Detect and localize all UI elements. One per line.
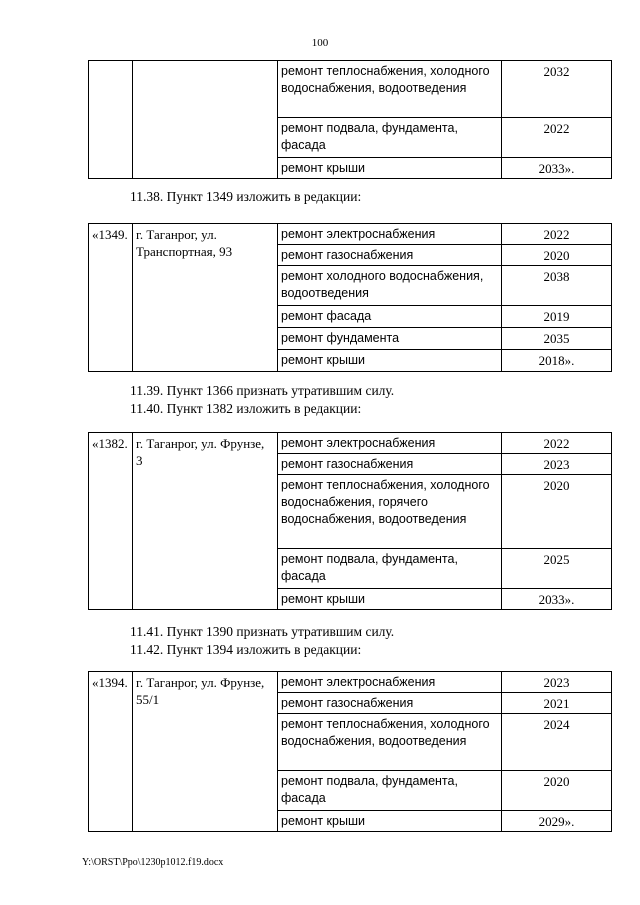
work-cell: ремонт фундамента [278,328,502,350]
paragraph-11-38: 11.38. Пункт 1349 изложить в редакции: [130,189,362,204]
year-cell: 2020 [502,771,612,811]
year-cell: 2019 [502,306,612,328]
year-cell: 2022 [502,224,612,245]
item-number-cell: «1382. [89,433,133,610]
work-cell: ремонт газоснабжения [278,245,502,266]
table-row [89,224,612,245]
table-item-1382 [88,432,612,610]
year-cell: 2038 [502,266,612,306]
work-cell: ремонт электроснабжения [278,672,502,693]
year-cell: 2023 [502,454,612,475]
page-number: 100 [311,37,329,49]
table-row [89,61,612,118]
work-cell: ремонт крыши [278,158,502,179]
table-item-1349 [88,223,612,372]
year-cell: 2023 [502,672,612,693]
work-cell: ремонт электроснабжения [278,224,502,245]
footer-file-path: Y:\ORST\Ppo\1230p1012.f19.docx [82,857,224,868]
work-cell: ремонт подвала, фундамента, фасада [278,771,502,811]
work-cell: ремонт газоснабжения [278,693,502,714]
year-cell: 2021 [502,693,612,714]
table-row [89,672,612,693]
item-number-cell: «1394. [89,672,133,832]
year-cell: 2035 [502,328,612,350]
table-row [89,433,612,454]
paragraph-11-41: 11.41. Пункт 1390 признать утратившим силу. [130,624,395,639]
year-cell: 2022 [502,433,612,454]
address-cell: г. Таганрог, ул. Транспортная, 93 [133,224,278,372]
work-cell: ремонт электроснабжения [278,433,502,454]
table-item-1394 [88,671,612,832]
year-cell: 2020 [502,475,612,549]
year-cell: 2025 [502,549,612,589]
work-cell: ремонт подвала, фундамента, фасада [278,118,502,158]
address-cell: г. Таганрог, ул. Фрунзе, 55/1 [133,672,278,832]
work-cell: ремонт крыши [278,811,502,832]
paragraph-11-42: 11.42. Пункт 1394 изложить в редакции: [130,642,362,657]
work-cell: ремонт крыши [278,589,502,610]
year-cell: 2032 [502,61,612,118]
year-cell: 2029». [502,811,612,832]
work-cell: ремонт теплоснабжения, холодного водоснабжения, горячего водоснабжения, водоотведения [278,475,502,549]
item-number-cell: «1349. [89,224,133,372]
work-cell: ремонт фасада [278,306,502,328]
item-number-cell [89,61,133,179]
work-cell: ремонт теплоснабжения, холодного водоснабжения, водоотведения [278,714,502,771]
year-cell: 2033». [502,158,612,179]
year-cell: 2018». [502,350,612,372]
work-cell: ремонт холодного водоснабжения, водоотведения [278,266,502,306]
year-cell: 2024 [502,714,612,771]
year-cell: 2020 [502,245,612,266]
table-continuation [88,60,612,179]
paragraph-11-40: 11.40. Пункт 1382 изложить в редакции: [130,401,362,416]
work-cell: ремонт подвала, фундамента, фасада [278,549,502,589]
paragraph-11-39: 11.39. Пункт 1366 признать утратившим силу. [130,383,395,398]
work-cell: ремонт газоснабжения [278,454,502,475]
work-cell: ремонт крыши [278,350,502,372]
address-cell: г. Таганрог, ул. Фрунзе, 3 [133,433,278,610]
year-cell: 2033». [502,589,612,610]
year-cell: 2022 [502,118,612,158]
address-cell [133,61,278,179]
work-cell: ремонт теплоснабжения, холодного водоснабжения, водоотведения [278,61,502,118]
